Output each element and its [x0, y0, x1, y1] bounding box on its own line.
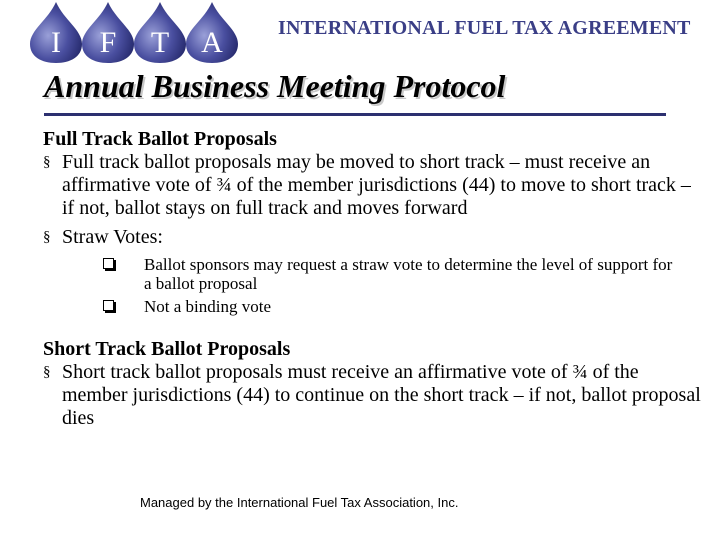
logo-letter-f: F: [99, 26, 117, 59]
full-track-heading: Full Track Ballot Proposals: [43, 128, 277, 150]
sub-bullet-text: Ballot sponsors may request a straw vote to determine the level of support for a ballot proposal: [144, 255, 673, 293]
bullet-text: Full track ballot proposals may be moved to short track – must receive an affirmative vote of ¾ of the member jurisdictions (44) to move to short track – if not, ballot stays on full track and moves forward: [62, 151, 691, 219]
checkbox-bullet-icon: [103, 258, 114, 269]
org-name: INTERNATIONAL FUEL TAX AGREEMENT: [278, 17, 691, 39]
slide-content: [43, 128, 703, 430]
bullet-text: Straw Votes:: [62, 226, 163, 248]
section-bullet-icon: §: [43, 229, 51, 245]
logo-letter-i: I: [51, 26, 61, 59]
logo-letter-t: T: [150, 26, 170, 59]
bullet-item: [43, 151, 703, 220]
bullet-item: [43, 361, 703, 430]
slide-title: Annual Business Meeting Protocol: [44, 68, 506, 104]
bullet-text: Short track ballot proposals must receive an affirmative vote of ¾ of the member jurisdictions (44) to continue on the short track – if not, ballot proposal dies: [62, 361, 701, 429]
footer-credit: Managed by the International Fuel Tax Association, Inc.: [140, 495, 459, 510]
checkbox-bullet-icon: [103, 300, 114, 311]
section-bullet-icon: §: [43, 364, 51, 380]
sub-bullet-item: [43, 297, 684, 316]
sub-bullet-item: [43, 255, 684, 293]
ifta-logo: [4, 0, 266, 66]
title-divider: [44, 113, 666, 116]
section-bullet-icon: §: [43, 154, 51, 170]
bullet-item: [43, 226, 703, 249]
short-track-heading: Short Track Ballot Proposals: [43, 338, 291, 360]
sub-bullet-text: Not a binding vote: [144, 297, 272, 316]
logo-letter-a: A: [201, 26, 223, 59]
straw-votes-list: [43, 255, 703, 316]
